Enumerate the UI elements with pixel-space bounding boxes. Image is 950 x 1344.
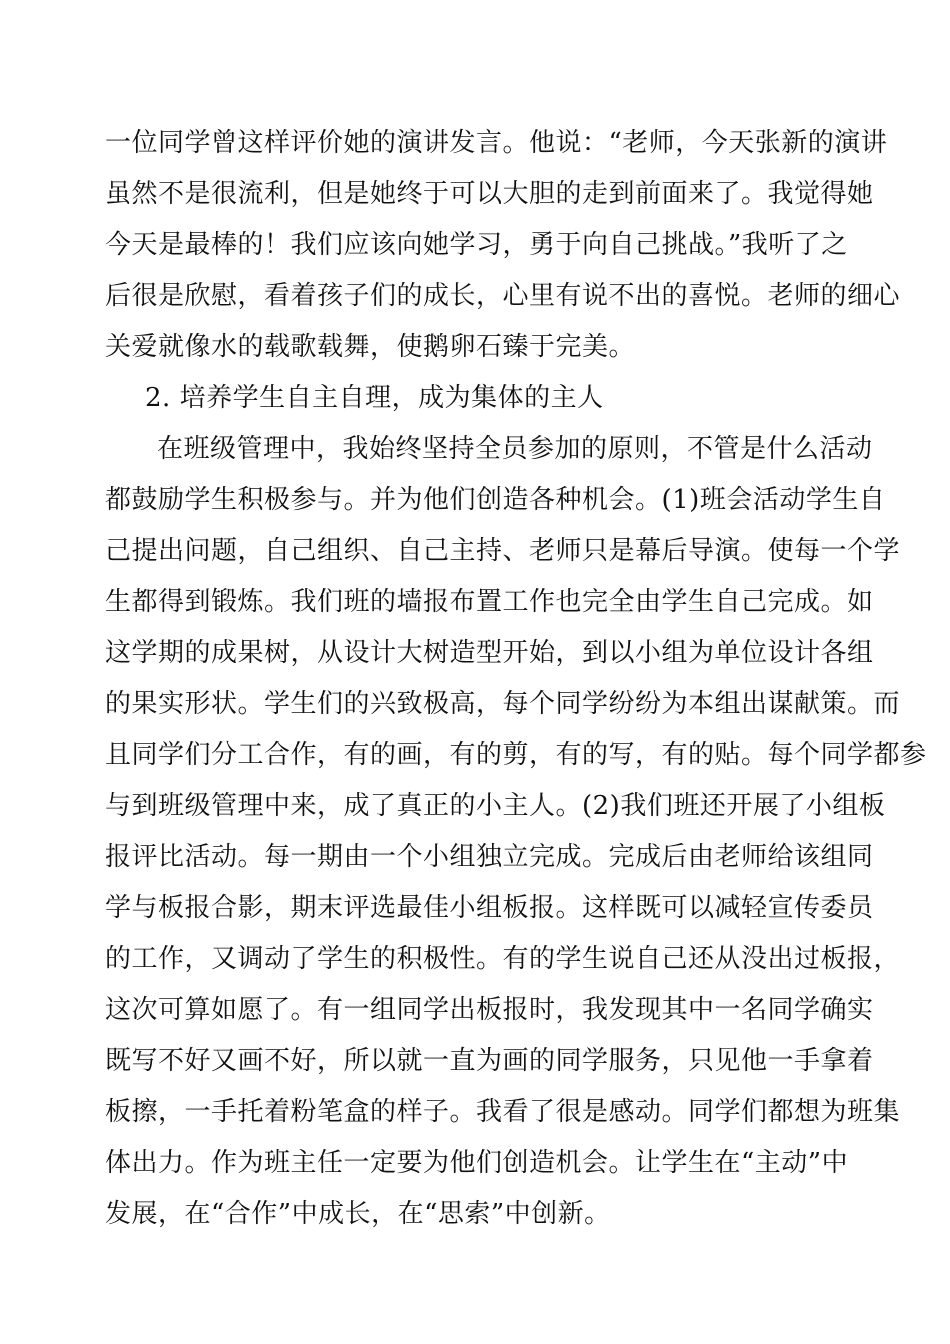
paragraph-1 <box>105 118 901 373</box>
paragraph-line: 这次可算如愿了。有一组同学出板报时，我发现其中一名同学确实 <box>105 995 874 1025</box>
paragraph-line: 报评比活动。每一期由一个小组独立完成。完成后由老师给该组同 <box>105 842 874 872</box>
paragraph-line: 虽然不是很流利，但是她终于可以大胆的走到前面来了。我觉得她 <box>105 179 874 209</box>
paragraph-line: 己提出问题，自己组织、自己主持、老师只是幕后导演。使每一个学 <box>105 536 901 566</box>
paragraph-line: 既写不好又画不好，所以就一直为画的同学服务，只见他一手拿着 <box>105 1046 874 1076</box>
paragraph-line: 发展，在“合作”中成长，在“思索”中创新。 <box>105 1199 611 1229</box>
paragraph-line: 体出力。作为班主任一定要为他们创造机会。让学生在“主动”中 <box>105 1148 849 1178</box>
paragraph-line: 与到班级管理中来，成了真正的小主人。(2)我们班还开展了小组板 <box>105 791 886 821</box>
paragraph-2 <box>105 424 927 1240</box>
paragraph-line: 生都得到锻炼。我们班的墙报布置工作也完全由学生自己完成。如 <box>105 587 874 617</box>
paragraph-line: 都鼓励学生积极参与。并为他们创造各种机会。(1)班会活动学生自 <box>105 485 886 515</box>
paragraph-line: 这学期的成果树，从设计大树造型开始，到以小组为单位设计各组 <box>105 638 874 668</box>
paragraph-line: 关爱就像水的载歌载舞，使鹅卵石臻于完美。 <box>105 332 636 362</box>
paragraph-line: 一位同学曾这样评价她的演讲发言。他说：“老师，今天张新的演讲 <box>105 128 888 158</box>
paragraph-line: 的果实形状。学生们的兴致极高，每个同学纷纷为本组出谋献策。而 <box>105 689 901 719</box>
paragraph-line: 后很是欣慰，看着孩子们的成长，心里有说不出的喜悦。老师的细心 <box>105 281 901 311</box>
paragraph-line: 板擦，一手托着粉笔盒的样子。我看了很是感动。同学们都想为班集 <box>105 1097 901 1127</box>
paragraph-line: 在班级管理中，我始终坚持全员参加的原则，不管是什么活动 <box>157 434 873 464</box>
paragraph-line: 且同学们分工合作，有的画，有的剪，有的写，有的贴。每个同学都参 <box>105 740 927 770</box>
paragraph-line: 今天是最棒的！我们应该向她学习，勇于向自己挑战。”我听了之 <box>105 230 848 260</box>
section-heading: 2. 培养学生自主自理，成为集体的主人 <box>145 383 604 413</box>
document-body <box>105 118 927 1240</box>
paragraph-line: 学与板报合影，期末评选最佳小组板报。这样既可以减轻宣传委员 <box>105 893 874 923</box>
paragraph-line: 的工作，又调动了学生的积极性。有的学生说自己还从没出过板报， <box>105 944 901 974</box>
